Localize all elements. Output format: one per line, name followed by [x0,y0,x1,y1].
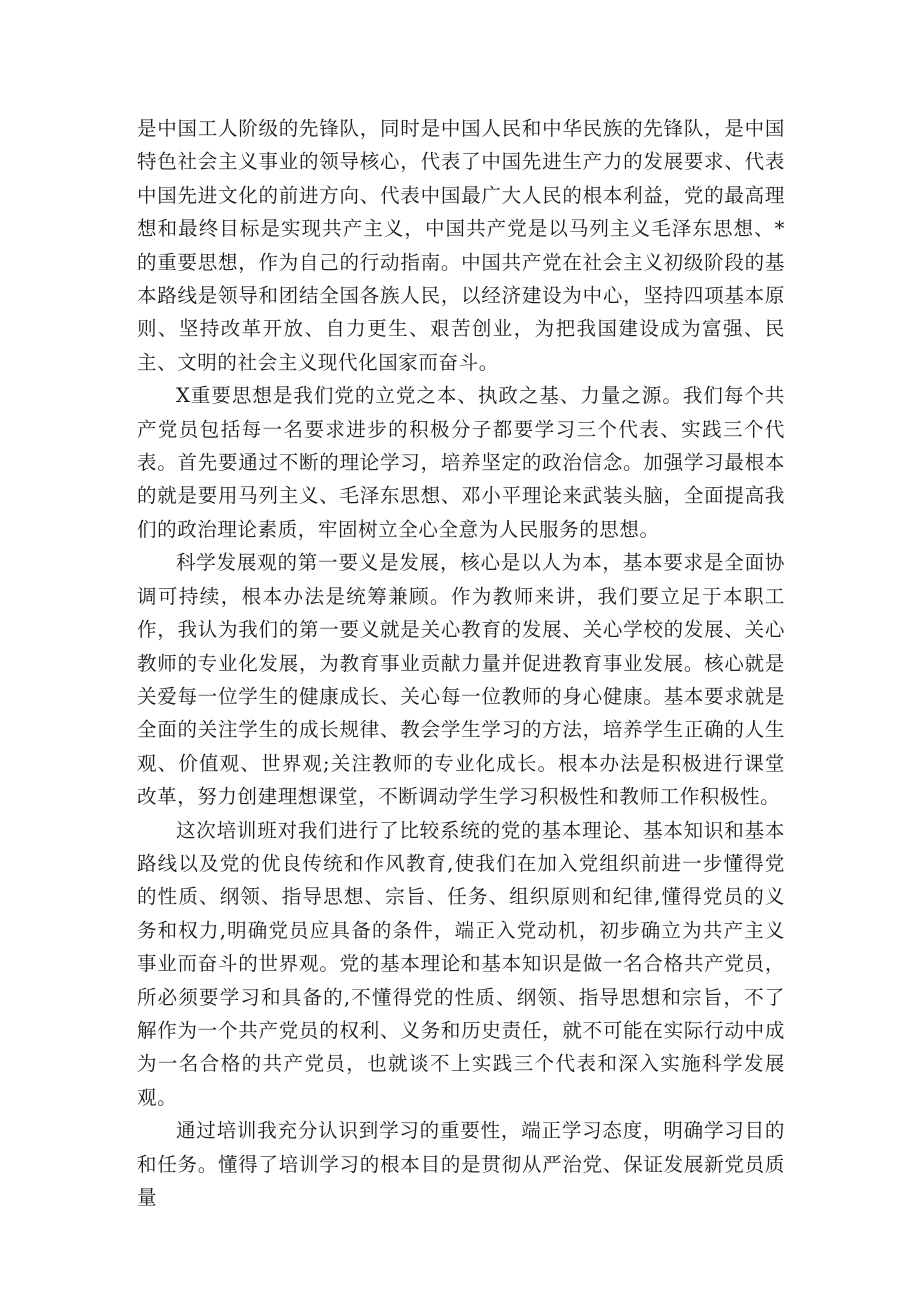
paragraph-1: 是中国工人阶级的先锋队，同时是中国人民和中华民族的先锋队，是中国特色社会主义事业的领导核心，代表了中国先进生产力的发展要求、代表中国先进文化的前进方向、代表中国最广大人民的根本利益，党的最高理想和最终目标是实现共产主义，中国共产党是以马列主义毛泽东思想、*的重要思想，作为自己的行动指南。中国共产党在社会主义初级阶段的基本路线是领导和团结全国各族人民，以经济建设为中心，坚持四项基本原则、坚持改革开放、自力更生、艰苦创业，为把我国建设成为富强、民主、文明的社会主义现代化国家而奋斗。 [137,117,785,374]
paragraph-3: 科学发展观的第一要义是发展，核心是以人为本，基本要求是全面协调可持续，根本办法是统筹兼顾。作为教师来讲，我们要立足于本职工作，我认为我们的第一要义就是关心教育的发展、关心学校的发展、关心教师的专业化发展，为教育事业贡献力量并促进教育事业发展。核心就是关爱每一位学生的健康成长、关心每一位教师的身心健康。基本要求就是全面的关注学生的成长规律、教会学生学习的方法，培养学生正确的人生观、价值观、世界观;关注教师的专业化成长。根本办法是积极进行课堂改革，努力创建理想课堂，不断调动学生学习积极性和教师工作积极性。 [137,551,785,809]
paragraph-5: 通过培训我充分认识到学习的重要性，端正学习态度，明确学习目的和任务。懂得了培训学习的根本目的是贯彻从严治党、保证发展新党员质量 [137,1119,785,1209]
paragraph-4: 这次培训班对我们进行了比较系统的党的基本理论、基本知识和基本路线以及党的优良传统和作风教育,使我们在加入党组织前进一步懂得党的性质、纲领、指导思想、宗旨、任务、组织原则和纪律,懂得党员的义务和权力,明确党员应具备的条件，端正入党动机，初步确立为共产主义事业而奋斗的世界观。党的基本理论和基本知识是做一名合格共产党员，所必须要学习和具备的,不懂得党的性质、纲领、指导思想和宗旨，不了解作为一个共产党员的权利、义务和历史责任，就不可能在实际行动中成为一名合格的共产党员，也就谈不上实践三个代表和深入实施科学发展观。 [137,818,785,1109]
document-page [137,112,785,1214]
paragraph-2: X重要思想是我们党的立党之本、执政之基、力量之源。我们每个共产党员包括每一名要求进步的积极分子都要学习三个代表、实践三个代表。首先要通过不断的理论学习，培养坚定的政治信念。加强学习最根本的就是要用马列主义、毛泽东思想、邓小平理论来武装头脑，全面提高我们的政治理论素质，牢固树立全心全意为人民服务的思想。 [137,384,785,541]
